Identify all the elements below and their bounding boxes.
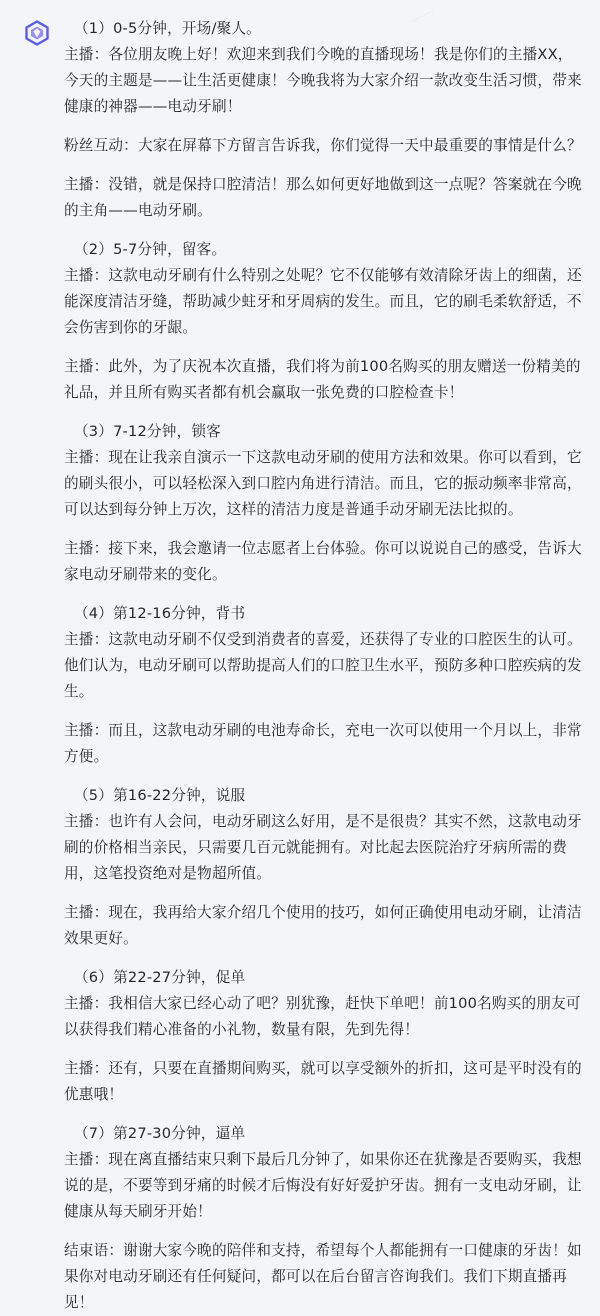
paragraph-gap	[64, 341, 586, 354]
section-heading: （3）7-12分钟，锁客	[74, 423, 221, 440]
paragraph-gap	[64, 224, 586, 237]
paragraph-gap	[64, 1225, 586, 1238]
section-heading: （5）第16-22分钟，说服	[74, 787, 246, 804]
section-heading: （7）第27-30分钟，逼单	[74, 1125, 246, 1142]
section-paragraph: 主播：接下来，我会邀请一位志愿者上台体验。你可以说说自己的感受，告诉大家电动牙刷带来的变化。	[64, 540, 582, 583]
paragraph-gap	[64, 406, 586, 419]
paragraph-gap	[64, 705, 586, 718]
section-paragraph: 主播：现在让我亲自演示一下这款电动牙刷的使用方法和效果。你可以看到，它的刷头很小，可以轻松深入到口腔内角进行清洁。而且，它的振动频率非常高，可以达到每分钟上万次，这样的清洁力度是普通手动牙刷无法比拟的。	[64, 449, 582, 518]
section-heading: （1）0-5分钟，开场/聚人。	[74, 20, 261, 37]
section-heading: （6）第22-27分钟，促单	[74, 969, 246, 986]
section-paragraph: 主播：而且，这款电动牙刷的电池寿命长，充电一次可以使用一个月以上，非常方便。	[64, 722, 582, 765]
section-paragraph: 主播：也许有人会问，电动牙刷这么好用，是不是很贵？其实不然，这款电动牙刷的价格相当亲民，只需要几百元就能拥有。对比起去医院治疗牙病所需的费用，这笔投资绝对是物超所值。	[64, 813, 582, 882]
paragraph-gap	[64, 588, 586, 601]
section-paragraph: 主播：这款电动牙刷有什么特别之处呢？它不仅能够有效清除牙齿上的细菌，还能深度清洁牙缝，帮助减少蛀牙和牙周病的发生。而且，它的刷毛柔软舒适，不会伤害到你的牙龈。	[64, 267, 582, 336]
section-paragraph: 主播：这款电动牙刷不仅受到消费者的喜爱，还获得了专业的口腔医生的认可。他们认为，电动牙刷可以帮助提高人们的口腔卫生水平，预防多种口腔疾病的发生。	[64, 631, 582, 700]
paragraph-gap	[64, 159, 586, 172]
section-paragraph: 粉丝互动：大家在屏幕下方留言告诉我，你们觉得一天中最重要的事情是什么？	[64, 137, 582, 154]
paragraph-gap	[64, 120, 586, 133]
assistant-avatar	[24, 20, 50, 46]
section-paragraph: 主播：我相信大家已经心动了吧？别犹豫，赶快下单吧！前100名购买的朋友可以获得我们精心准备的小礼物，数量有限，先到先得！	[64, 995, 581, 1038]
ai-assistant-logo-icon	[24, 20, 50, 46]
paragraph-gap	[64, 1043, 586, 1056]
section-paragraph: 主播：各位朋友晚上好！欢迎来到我们今晚的直播现场！我是你们的主播XX，今天的主题是——让生活更健康！今晚我将为大家介绍一款改变生活习惯，带来健康的神器——电动牙刷！	[64, 46, 582, 115]
section-heading: （2）5-7分钟，留客。	[74, 241, 227, 258]
paragraph-gap	[64, 523, 586, 536]
section-heading: （4）第12-16分钟，背书	[74, 605, 246, 622]
watermark: ·········	[408, 6, 437, 28]
assistant-message	[64, 16, 586, 1316]
section-paragraph: 主播：现在离直播结束只剩下最后几分钟了，如果你还在犹豫是否要购买，我想说的是，不要等到牙痛的时候才后悔没有好好爱护牙齿。拥有一支电动牙刷，让健康从每天刷牙开始！	[64, 1151, 582, 1220]
paragraph-gap	[64, 887, 586, 900]
paragraph-gap	[64, 1108, 586, 1121]
section-paragraph: 主播：还有，只要在直播期间购买，就可以享受额外的折扣，这可是平时没有的优惠哦！	[64, 1060, 582, 1103]
section-paragraph: 结束语：谢谢大家今晚的陪伴和支持，希望每个人都能拥有一口健康的牙齿！如果你对电动牙刷还有任何疑问，都可以在后台留言咨询我们。我们下期直播再见！	[64, 1242, 582, 1311]
paragraph-gap	[64, 770, 586, 783]
section-paragraph: 主播：此外，为了庆祝本次直播，我们将为前100名购买的朋友赠送一份精美的礼品，并且所有购买者都有机会赢取一张免费的口腔检查卡！	[64, 358, 581, 401]
paragraph-gap	[64, 952, 586, 965]
section-paragraph: 主播：没错，就是保持口腔清洁！那么如何更好地做到这一点呢？答案就在今晚的主角——电动牙刷。	[64, 176, 582, 219]
section-paragraph: 主播：现在，我再给大家介绍几个使用的技巧，如何正确使用电动牙刷，让清洁效果更好。	[64, 904, 582, 947]
